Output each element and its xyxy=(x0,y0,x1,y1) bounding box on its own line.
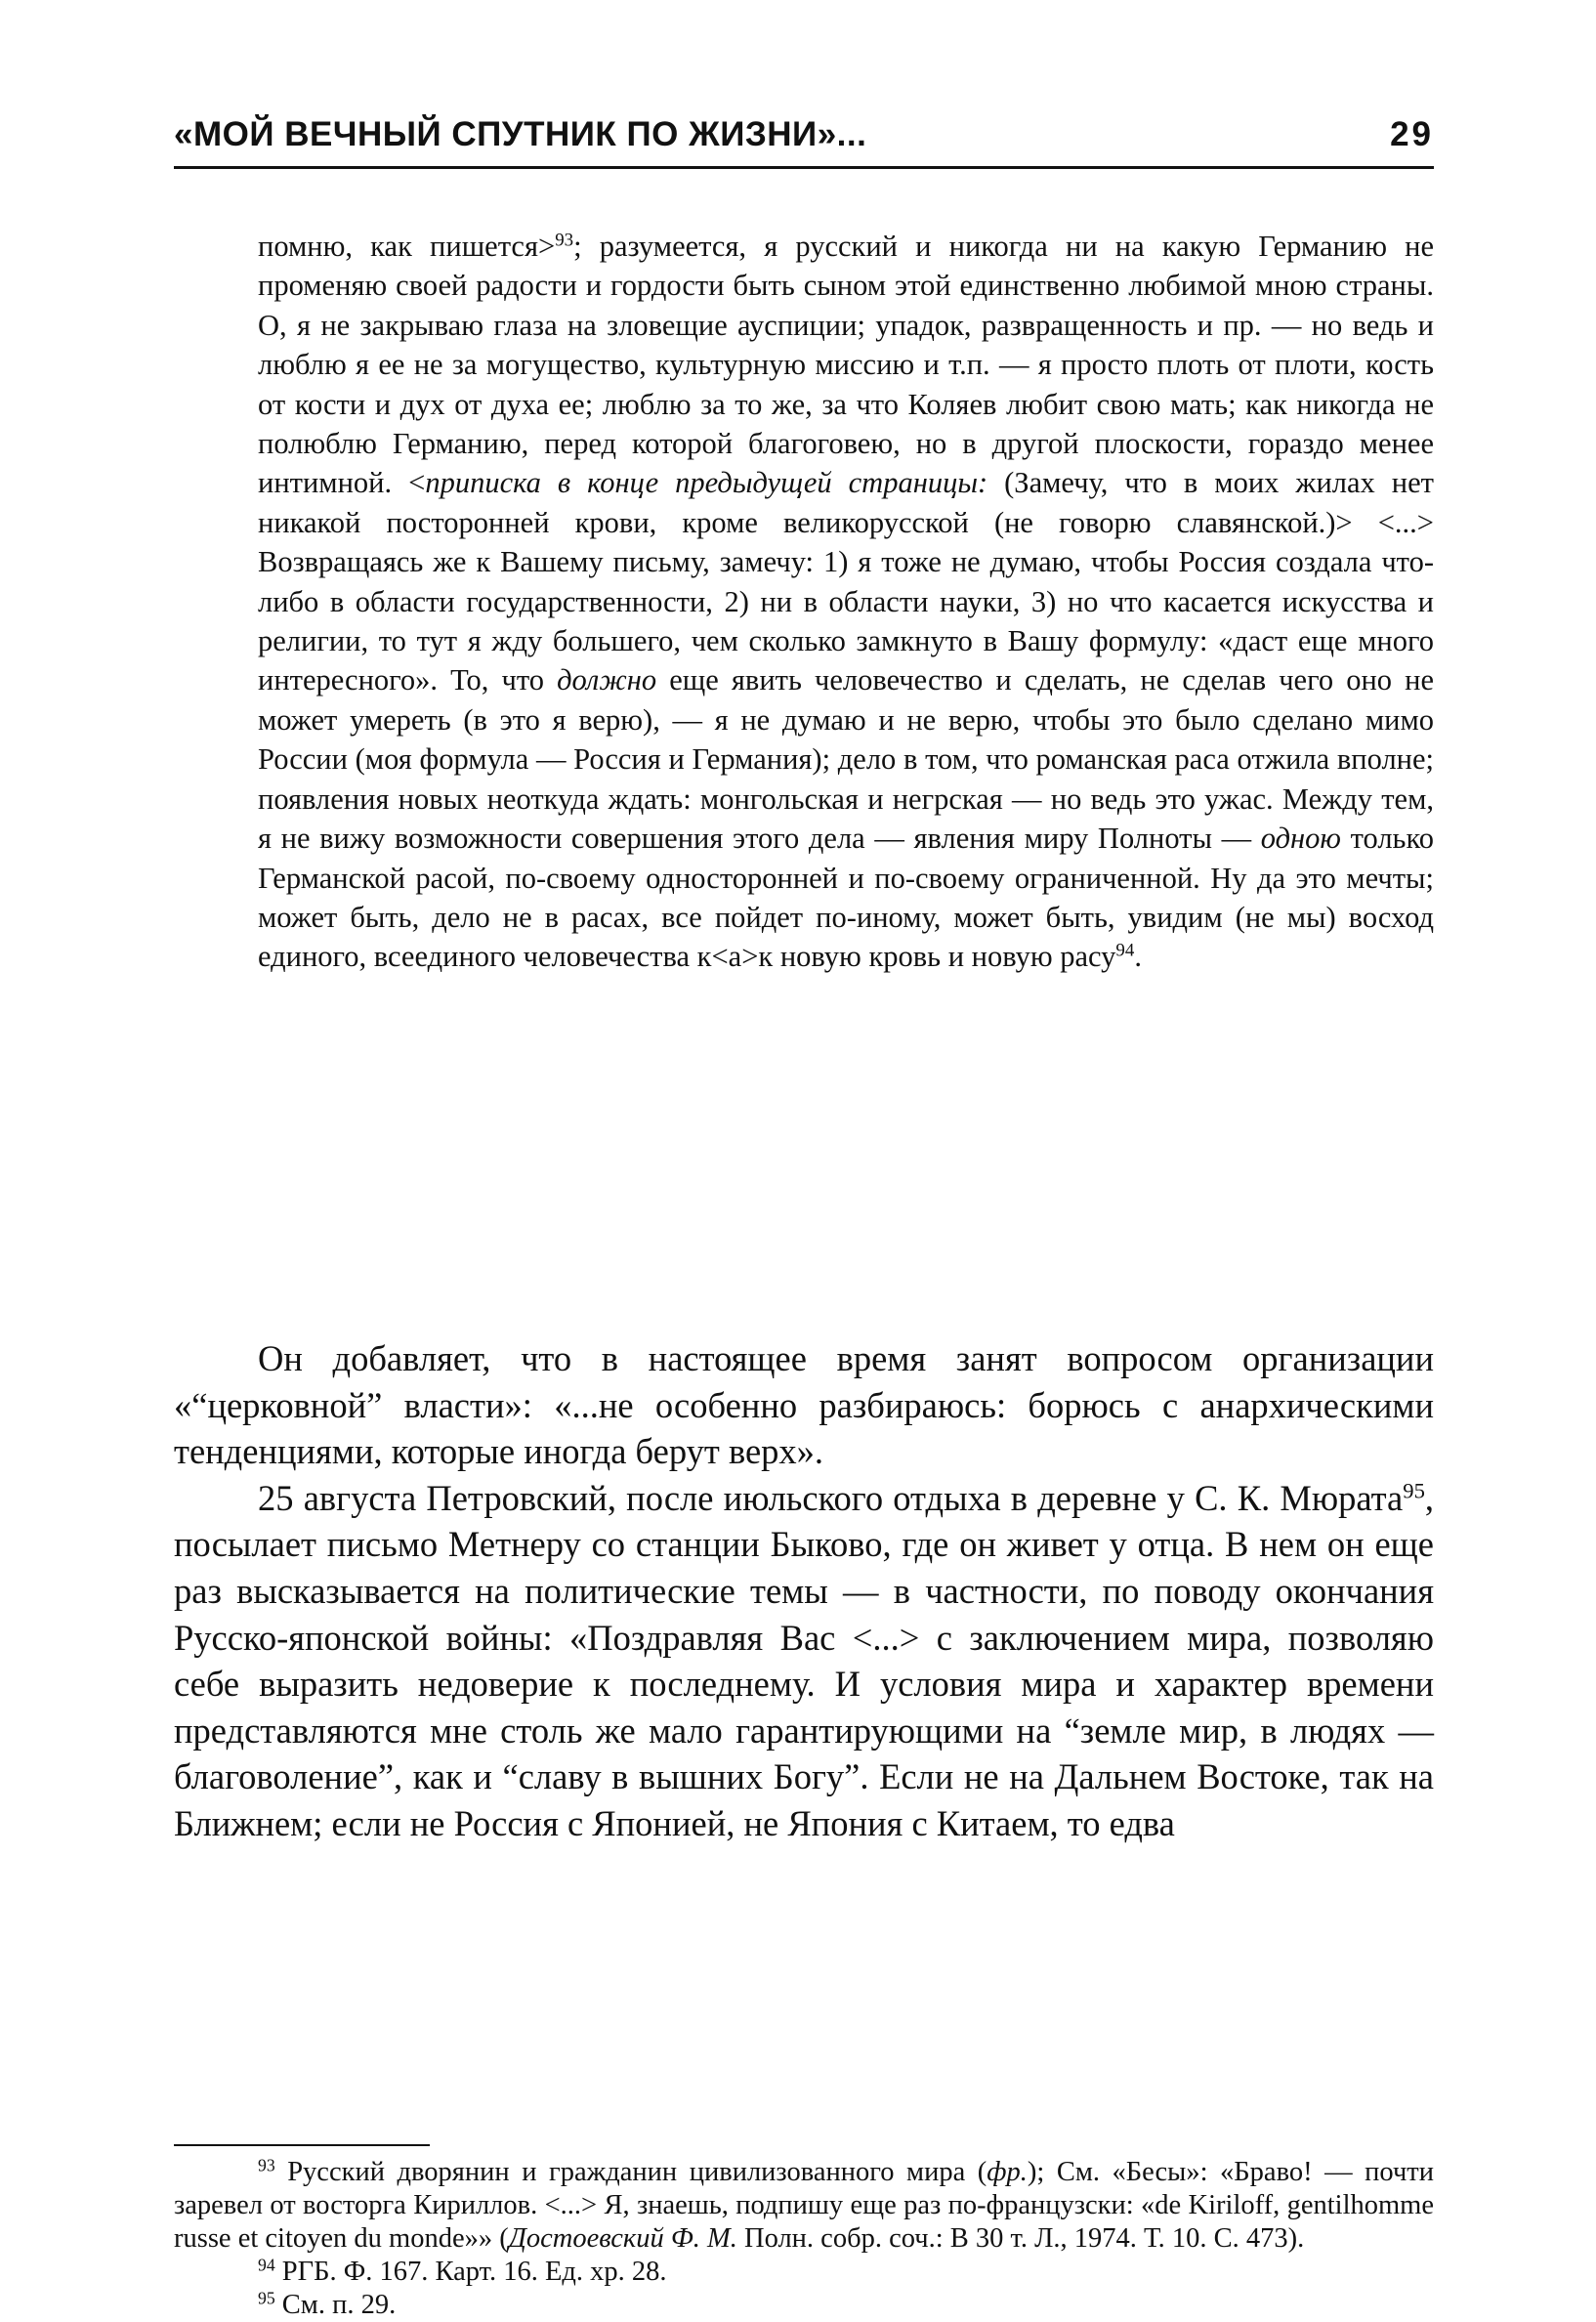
running-head xyxy=(174,115,1434,174)
quote-text: только Германской расой, по-своему односторонней и по-своему ограниченной. Ну да это мечты; может быть, дело не в расах, все пойдет по-иному, может быть, увидим (не мы) восход единого, всеединого человечества к<а>к новую кровь и новую расу xyxy=(258,822,1434,974)
quote-text: (Замечу, что в моих жилах нет никакой посторонней крови, кроме великорусской (не говорю славянской.)> <...> Возвращаясь же к Вашему письму, замечу: 1) я тоже не думаю, чтобы Россия создала что-либо в области государственности, 2) ни в области науки, 3) но что касается искусства и религии, то тут я жду большего, чем сколько замкнуто в Вашу формулу: «даст еще много интересного». То, что xyxy=(258,466,1434,697)
body-text-segment: 25 августа Петровский, после июльского отдыха в деревне у С. К. Мюрата xyxy=(258,1477,1404,1518)
quote-italic: приписка в конце предыдущей страницы: xyxy=(425,466,988,500)
footnote-italic: фр. xyxy=(987,2157,1028,2187)
footnote-93 xyxy=(174,2156,1434,2256)
body-text-segment: , посылает письмо Метнеру со станции Быково, где он живет у отца. В нем он еще раз высказывается на политические темы — в частности, по поводу окончания Русско-японской войны: «Поздравляя Вас <...> с заключением мира, позволяю себе выразить недоверие к последнему. И условия мира и характер времени представляются мне столь же мало гарантирующими на “земле мир, в людях — благоволение”, как и “славу в вышних Богу”. Если не на Дальнем Востоке, так на Ближнем; если не Россия с Японией, не Япония с Китаем, то едва xyxy=(174,1477,1434,1843)
footnote-ref-95: 95 xyxy=(1403,1478,1425,1503)
quotation-paragraph xyxy=(258,227,1434,977)
footnote-text: Русский дворянин и гражданин цивилизованного мира ( xyxy=(274,2157,987,2187)
letter-quotation xyxy=(258,227,1434,977)
footnote-ref-94: 94 xyxy=(1115,940,1135,961)
footnote-text: Полн. собр. соч.: В 30 т. Л., 1974. Т. 10. С. 473). xyxy=(736,2223,1305,2254)
footnote-number: 93 xyxy=(258,2155,275,2175)
footnote-ref-93: 93 xyxy=(555,230,574,251)
footnote-94 xyxy=(174,2256,1434,2289)
footnote-number: 95 xyxy=(258,2288,275,2308)
footnote-rule xyxy=(174,2144,430,2146)
quote-text: ; разумеется, я русский и никогда ни на какую Германию не променяю своей радости и гордости быть сыном этой единственно любимой мною страны. О, я не закрываю глаза на зловещие ауспиции; упадок, развращенность и пр. — но ведь и люблю я ее не за могущество, культурную миссию и т.п. — я просто плоть от плоти, кость от кости и дух от духа ее; люблю за то же, за что Коляев любит свою мать; как никогда не полюблю Германию, перед которой благоговею, но в другой плоскости, гораздо менее интимной. < xyxy=(258,230,1434,500)
footnote-number: 94 xyxy=(258,2255,275,2275)
footnote-text: См. п. 29. xyxy=(274,2290,397,2320)
quote-text: помню, как пишется> xyxy=(258,230,556,263)
footnote-95 xyxy=(174,2289,1434,2322)
main-text xyxy=(174,1335,1434,1847)
quote-italic: должно xyxy=(557,663,657,697)
footnote-text: РГБ. Ф. 167. Карт. 16. Ед. хр. 28. xyxy=(274,2257,667,2287)
quote-italic: одною xyxy=(1260,822,1341,856)
footnote-text: ); См. «Бесы»: «Браво! — почти заревел от восторга Кириллов. <...> Я, знаешь, подпишу еще раз по-французски: «de Kiriloff, gentilhomme russe et citoyen du monde»» ( xyxy=(174,2157,1434,2254)
body-paragraph-1: Он добавляет, что в настоящее время занят вопросом организации «“церковной” власти»: «...не особенно разбираюсь: борюсь с анархическими тенденциями, которые иногда берут верх». xyxy=(174,1338,1434,1472)
header-rule xyxy=(174,166,1434,169)
page-number: 29 xyxy=(1390,115,1434,153)
quote-text: еще явить человечество и сделать, не сделав чего оно не может умереть (в это я верю), — я не думаю и не верю, чтобы это было сделано мимо России (моя формула — Россия и Германия); дело в том, что романская раса отжила вполне; появления новых неоткуда ждать: монгольская и негрская — но ведь это ужас. Между тем, я не вижу возможности совершения этого дела — явления миру Полноты — xyxy=(258,663,1434,856)
body-paragraph-2 xyxy=(174,1475,1434,1847)
footnote-italic: Достоевский Ф. М. xyxy=(508,2223,737,2254)
running-head-title: «МОЙ ВЕЧНЫЙ СПУТНИК ПО ЖИЗНИ»... xyxy=(174,115,867,153)
quote-text: . xyxy=(1134,940,1142,974)
footnotes xyxy=(174,2156,1434,2322)
